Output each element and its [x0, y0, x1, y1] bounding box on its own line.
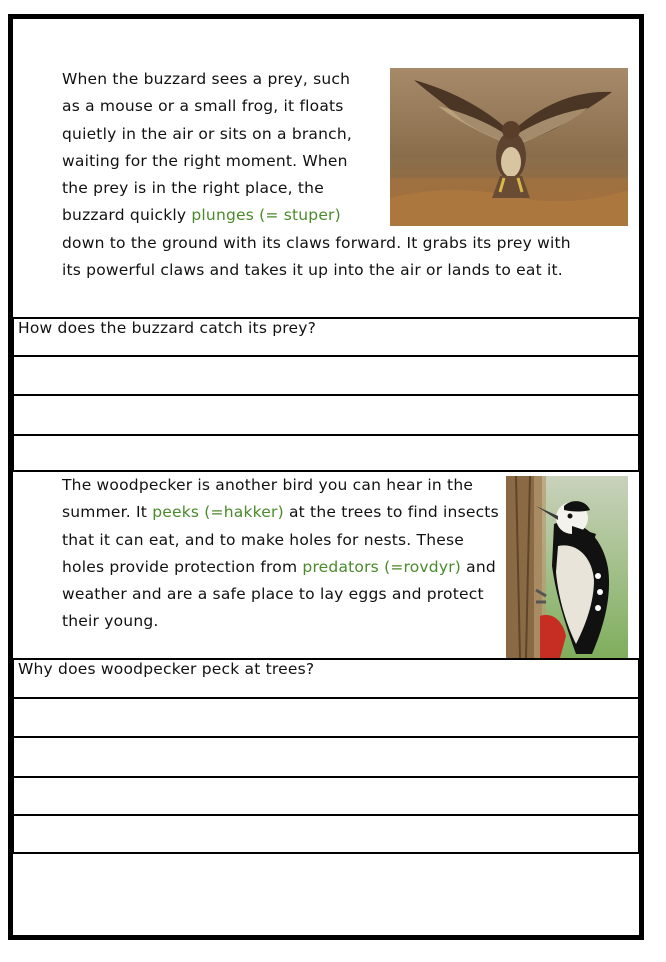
rule-line — [12, 852, 640, 854]
question-box-right-edge — [638, 658, 640, 854]
woodpecker-passage — [62, 472, 500, 636]
vocab-highlight: peeks (=hakker) — [152, 503, 284, 522]
rule-line — [12, 697, 640, 699]
passage-text: at the trees to find insects that it can eat, and to make holes for nests. These holes provide protection from — [62, 503, 499, 576]
rule-line — [12, 434, 640, 436]
passage-text: When the buzzard sees a prey, such as a mouse or a small frog, it floats quietly in the air or sits on a branch, waiting for the right moment. When the prey is in the right place, the buzzard quickly — [62, 70, 353, 225]
passage-text: and weather and are a safe place to lay eggs and protect their young. — [62, 557, 496, 631]
vocab-highlight: plunges (= stuper) — [191, 206, 341, 225]
passage-text: The woodpecker is another bird you can hear in the summer. It — [62, 476, 474, 522]
rule-line — [12, 736, 640, 738]
rule-line — [12, 355, 640, 357]
rule-line — [12, 394, 640, 396]
question-box-left-edge — [12, 658, 14, 854]
rule-line — [12, 814, 640, 816]
woodpecker-photo — [506, 476, 628, 658]
question-box-left-edge — [12, 317, 14, 472]
rule-line — [12, 776, 640, 778]
question-1: How does the buzzard catch its prey? — [18, 319, 317, 337]
vocab-highlight: predators (=rovdyr) — [302, 557, 462, 576]
question-2: Why does woodpecker peck at trees? — [18, 660, 315, 678]
buzzard-passage — [62, 66, 582, 284]
question-box-right-edge — [638, 317, 640, 472]
passage-text: down to the ground with its claws forward. It grabs its prey with its powerful claws and takes it up into the air or lands to eat it. — [62, 233, 571, 280]
